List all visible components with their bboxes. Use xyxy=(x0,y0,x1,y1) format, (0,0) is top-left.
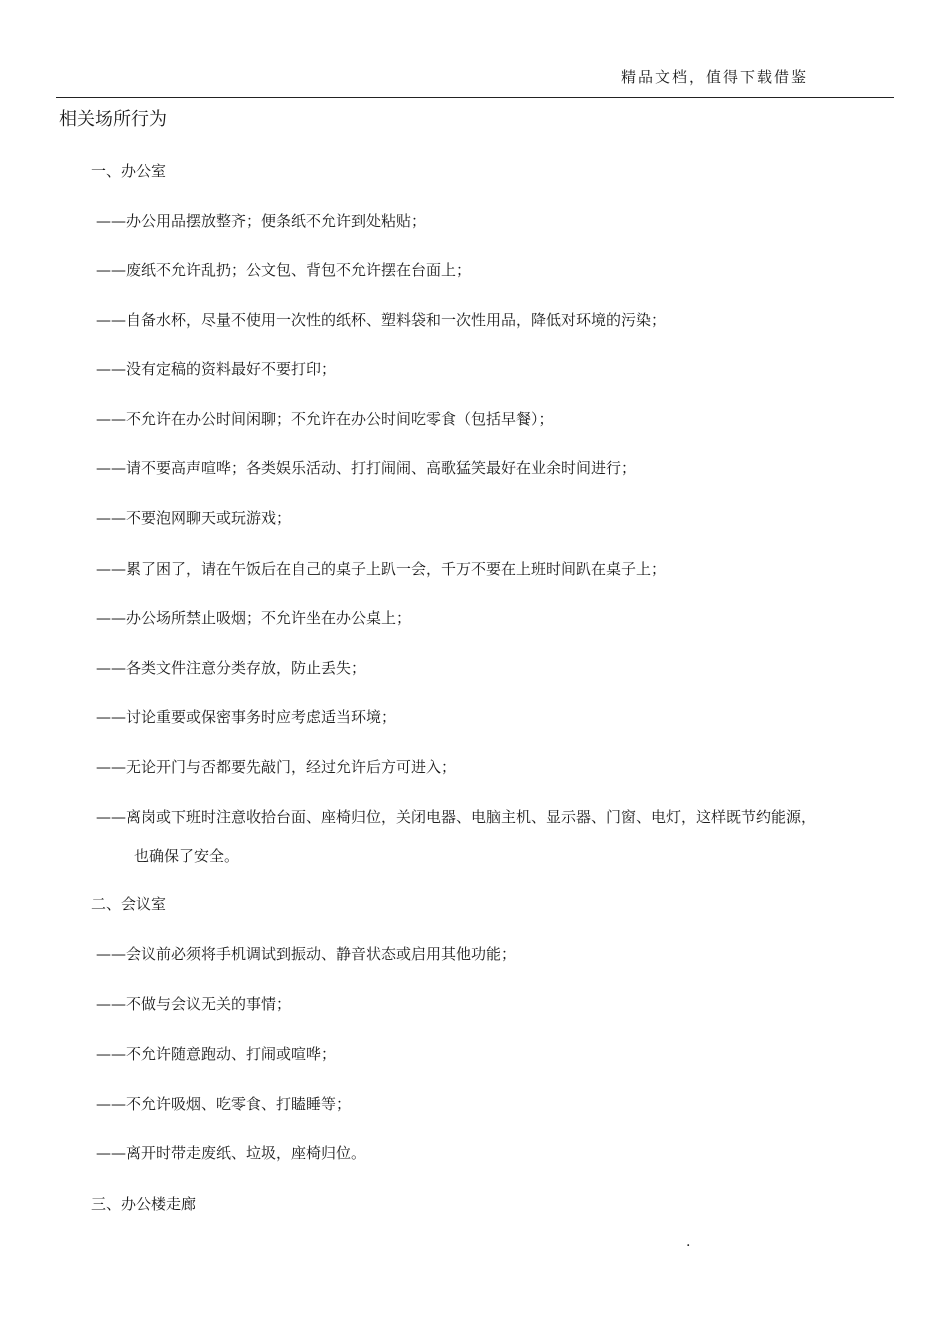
list-item: ——办公用品摆放整齐；便条纸不允许到处粘贴； xyxy=(96,212,427,230)
list-item: ——自备水杯，尽量不使用一次性的纸杯、塑料袋和一次性用品，降低对环境的污染； xyxy=(96,311,667,329)
header-divider xyxy=(56,97,894,98)
list-item-continuation: 也确保了安全。 xyxy=(134,847,240,865)
list-item: ——不允许随意跑动、打闹或喧哗； xyxy=(96,1045,337,1063)
list-item: ——废纸不允许乱扔；公文包、背包不允许摆在台面上； xyxy=(96,261,472,279)
section-heading-corridor: 三、办公楼走廊 xyxy=(91,1195,197,1213)
section-heading-meeting-room: 二、会议室 xyxy=(91,895,167,913)
list-item: ——办公场所禁止吸烟；不允许坐在办公桌上； xyxy=(96,609,412,627)
list-item: ——不做与会议无关的事情； xyxy=(96,995,292,1013)
list-item: ——累了困了，请在午饭后在自己的桌子上趴一会，千万不要在上班时间趴在桌子上； xyxy=(96,560,667,578)
list-item: ——无论开门与否都要先敲门，经过允许后方可进入； xyxy=(96,758,457,776)
section-heading-office: 一、办公室 xyxy=(91,162,167,180)
header-watermark-text: 精品文档，值得下载借鉴 xyxy=(621,68,809,86)
list-item: ——不允许吸烟、吃零食、打瞌睡等； xyxy=(96,1095,352,1113)
list-item: ——不允许在办公时间闲聊；不允许在办公时间吃零食（包括早餐）； xyxy=(96,410,554,428)
list-item: ——离岗或下班时注意收拾台面、座椅归位，关闭电器、电脑主机、显示器、门窗、电灯，这样既节约能源， xyxy=(96,808,817,826)
footer-mark: . xyxy=(686,1234,691,1250)
list-item: ——各类文件注意分类存放，防止丢失； xyxy=(96,659,367,677)
document-title: 相关场所行为 xyxy=(59,109,167,130)
list-item: ——离开时带走废纸、垃圾，座椅归位。 xyxy=(96,1144,367,1162)
list-item: ——请不要高声喧哗；各类娱乐活动、打打闹闹、高歌猛笑最好在业余时间进行； xyxy=(96,459,637,477)
list-item: ——会议前必须将手机调试到振动、静音状态或启用其他功能； xyxy=(96,945,517,963)
list-item: ——没有定稿的资料最好不要打印； xyxy=(96,360,337,378)
list-item: ——讨论重要或保密事务时应考虑适当环境； xyxy=(96,708,397,726)
list-item: ——不要泡网聊天或玩游戏； xyxy=(96,509,292,527)
